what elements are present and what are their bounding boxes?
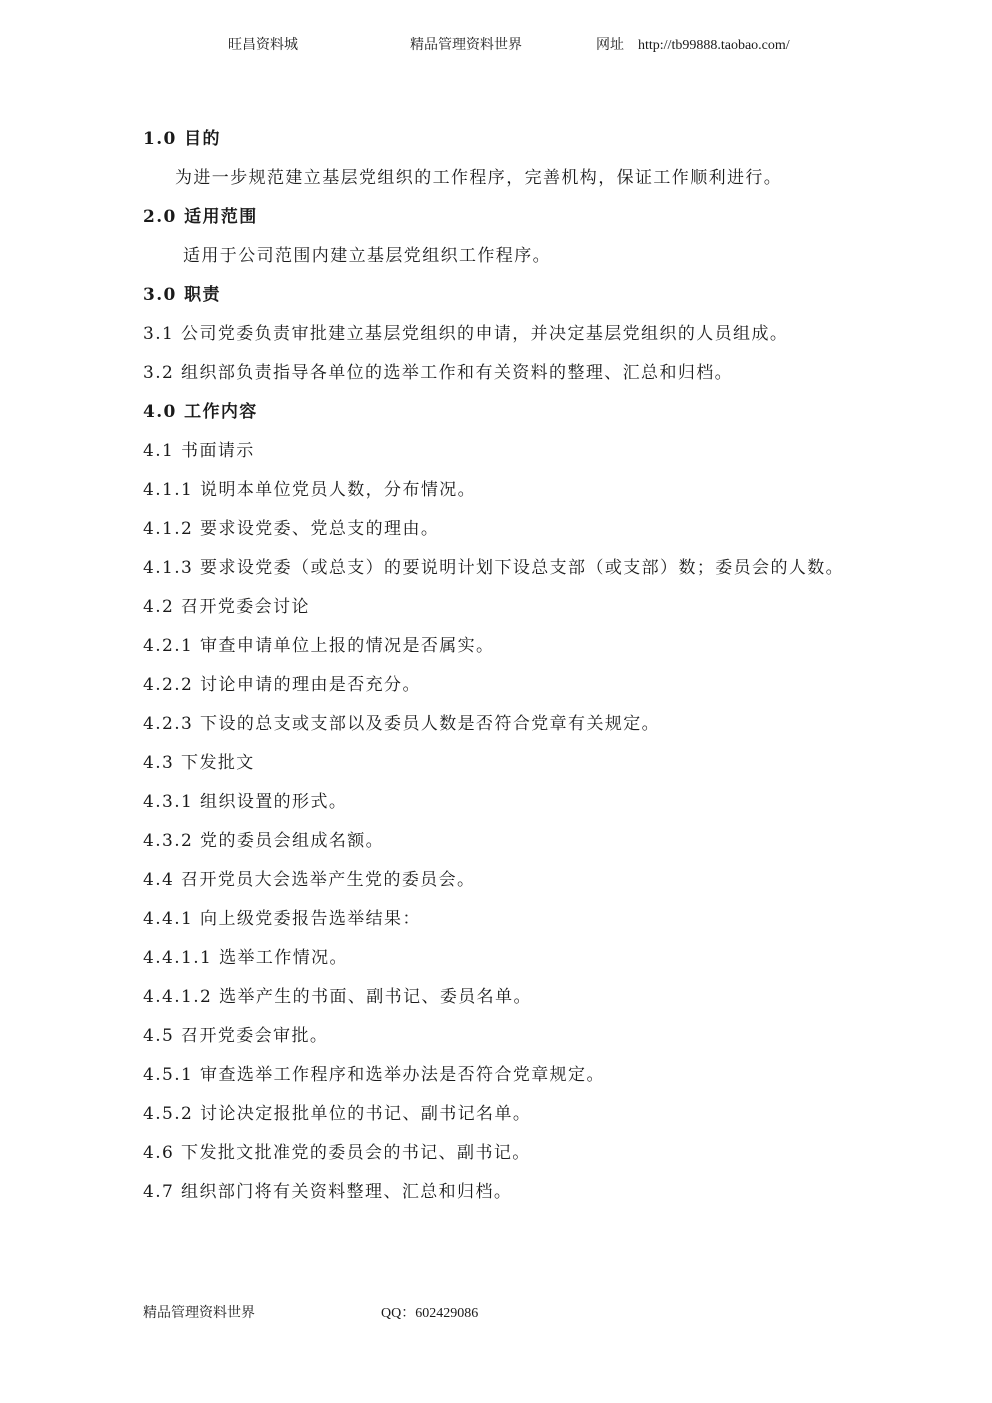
footer-qq: QQ：602429086	[381, 1306, 479, 1321]
clause-4-5: 4.5 召开党委会审批。	[143, 1026, 329, 1046]
clause-4-2-3: 4.2.3 下设的总支或支部以及委员人数是否符合党章有关规定。	[143, 714, 661, 734]
clause-4-1-1: 4.1.1 说明本单位党员人数，分布情况。	[143, 480, 477, 500]
clause-4-1-2: 4.1.2 要求设党委、党总支的理由。	[143, 519, 440, 539]
clause-4-3-1: 4.3.1 组织设置的形式。	[143, 792, 348, 812]
header-site-title: 精品管理资料世界	[410, 37, 522, 53]
clause-4-5-2: 4.5.2 讨论决定报批单位的书记、副书记名单。	[143, 1104, 532, 1124]
clause-4-4-1-1: 4.4.1.1 选举工作情况。	[143, 948, 348, 968]
clause-4-2: 4.2 召开党委会讨论	[143, 597, 310, 617]
clause-3-2: 3.2 组织部负责指导各单位的选举工作和有关资料的整理、汇总和归档。	[143, 363, 734, 383]
clause-4-3-2: 4.3.2 党的委员会组成名额。	[143, 831, 385, 851]
clause-4-1-3: 4.1.3 要求设党委（或总支）的要说明计划下设总支部（或支部）数；委员会的人数。	[143, 558, 845, 578]
clause-3-1: 3.1 公司党委负责审批建立基层党组织的申请，并决定基层党组织的人员组成。	[143, 324, 789, 344]
clause-4-7: 4.7 组织部门将有关资料整理、汇总和归档。	[143, 1182, 513, 1202]
document-body	[143, 124, 963, 1216]
section-heading-responsibilities: 3.0 职责	[143, 285, 221, 305]
clause-4-4: 4.4 召开党员大会选举产生党的委员会。	[143, 870, 476, 890]
header-url-label: 网址	[596, 37, 624, 53]
header-url-group	[596, 34, 790, 54]
page-header	[0, 34, 992, 54]
section-heading-scope: 2.0 适用范围	[143, 207, 258, 227]
header-shop-name: 旺昌资料城	[228, 37, 298, 53]
paragraph-purpose: 为进一步规范建立基层党组织的工作程序，完善机构，保证工作顺利进行。	[175, 168, 783, 188]
paragraph-scope: 适用于公司范围内建立基层党组织工作程序。	[183, 246, 551, 266]
clause-4-2-2: 4.2.2 讨论申请的理由是否充分。	[143, 675, 421, 695]
footer-site-title: 精品管理资料世界	[143, 1305, 255, 1321]
clause-4-4-1-2: 4.4.1.2 选举产生的书面、副书记、委员名单。	[143, 987, 532, 1007]
header-url-link[interactable]: http://tb99888.taobao.com/	[638, 38, 790, 53]
clause-4-3: 4.3 下发批文	[143, 753, 255, 773]
clause-4-2-1: 4.2.1 审查申请单位上报的情况是否属实。	[143, 636, 495, 656]
clause-4-5-1: 4.5.1 审查选举工作程序和选举办法是否符合党章规定。	[143, 1065, 605, 1085]
section-heading-purpose: 1.0 目的	[143, 129, 221, 149]
clause-4-4-1: 4.4.1 向上级党委报告选举结果：	[143, 909, 421, 929]
clause-4-1: 4.1 书面请示	[143, 441, 255, 461]
page-footer	[143, 1302, 843, 1322]
section-heading-work-content: 4.0 工作内容	[143, 402, 258, 422]
clause-4-6: 4.6 下发批文批准党的委员会的书记、副书记。	[143, 1143, 531, 1163]
